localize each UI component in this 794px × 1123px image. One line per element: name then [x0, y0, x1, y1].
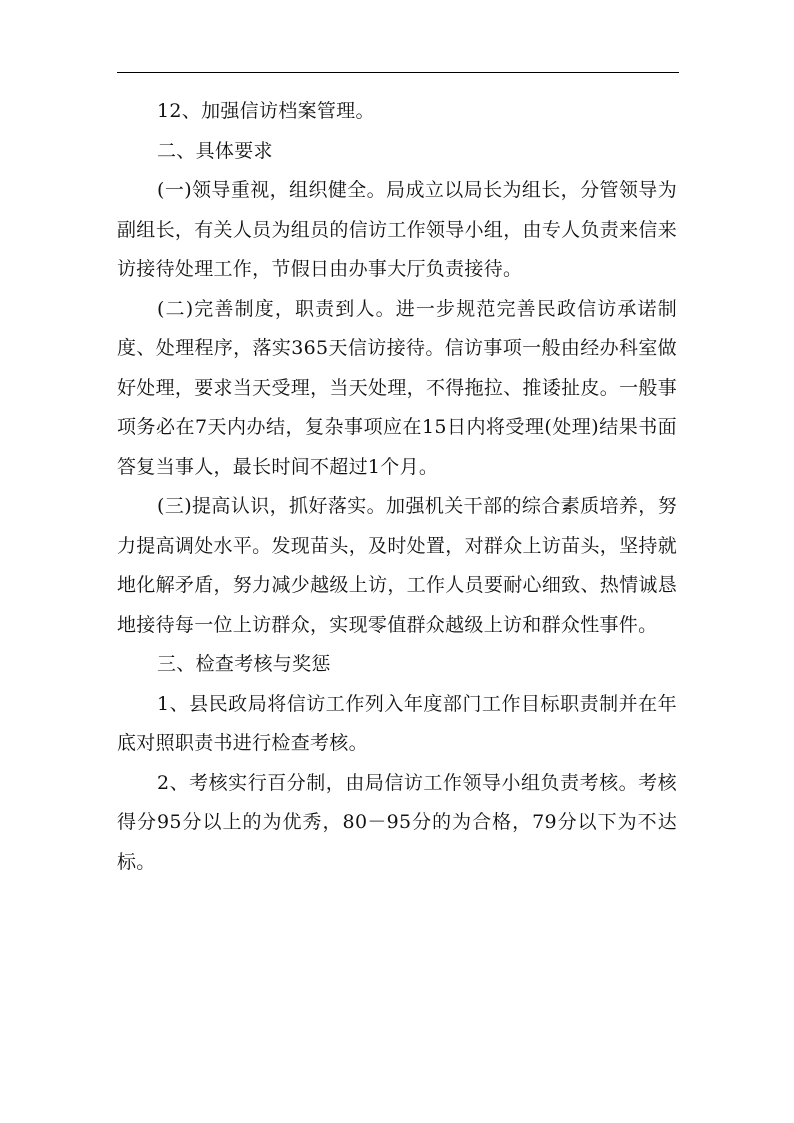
paragraph-assessment-2: 2、考核实行百分制，由局信访工作领导小组负责考核。考核得分95分以上的为优秀，80－95分的为合格，79分以下为不达标。	[117, 771, 677, 873]
paragraph-awareness: (三)提高认识，抓好落实。加强机关干部的综合素质培养，努力提高调处水平。发现苗头，及时处置，对群众上访苗头，坚持就地化解矛盾，努力减少越级上访，工作人员要耐心细致、热情诚恳地接待每一位上访群众，实现零值群众越级上访和群众性事件。	[117, 495, 677, 636]
paragraph-leadership: (一)领导重视，组织健全。局成立以局长为组长，分管领导为副组长，有关人员为组员的信访工作领导小组，由专人负责来信来访接待处理工作，节假日由办事大厅负责接待。	[117, 179, 677, 280]
section-heading-requirements: 二、具体要求	[157, 139, 273, 162]
paragraph-item-12: 12、加强信访档案管理。	[157, 100, 375, 122]
paragraph-system: (二)完善制度，职责到人。进一步规范完善民政信访承诺制度、处理程序，落实365天信访接待。信访事项一般由经办科室做好处理，要求当天受理，当天处理，不得拖拉、推诿扯皮。一般事项务必在7天内办结，复杂事项应在15日内将受理(处理)结果书面答复当事人，最长时间不超过1个月。	[117, 297, 677, 478]
section-heading-assessment: 三、检查考核与奖惩	[157, 653, 331, 675]
document-body	[117, 92, 677, 882]
paragraph-assessment-1: 1、县民政局将信访工作列入年度部门工作目标职责制并在年底对照职责书进行检查考核。	[117, 692, 677, 754]
header-rule	[117, 72, 679, 73]
